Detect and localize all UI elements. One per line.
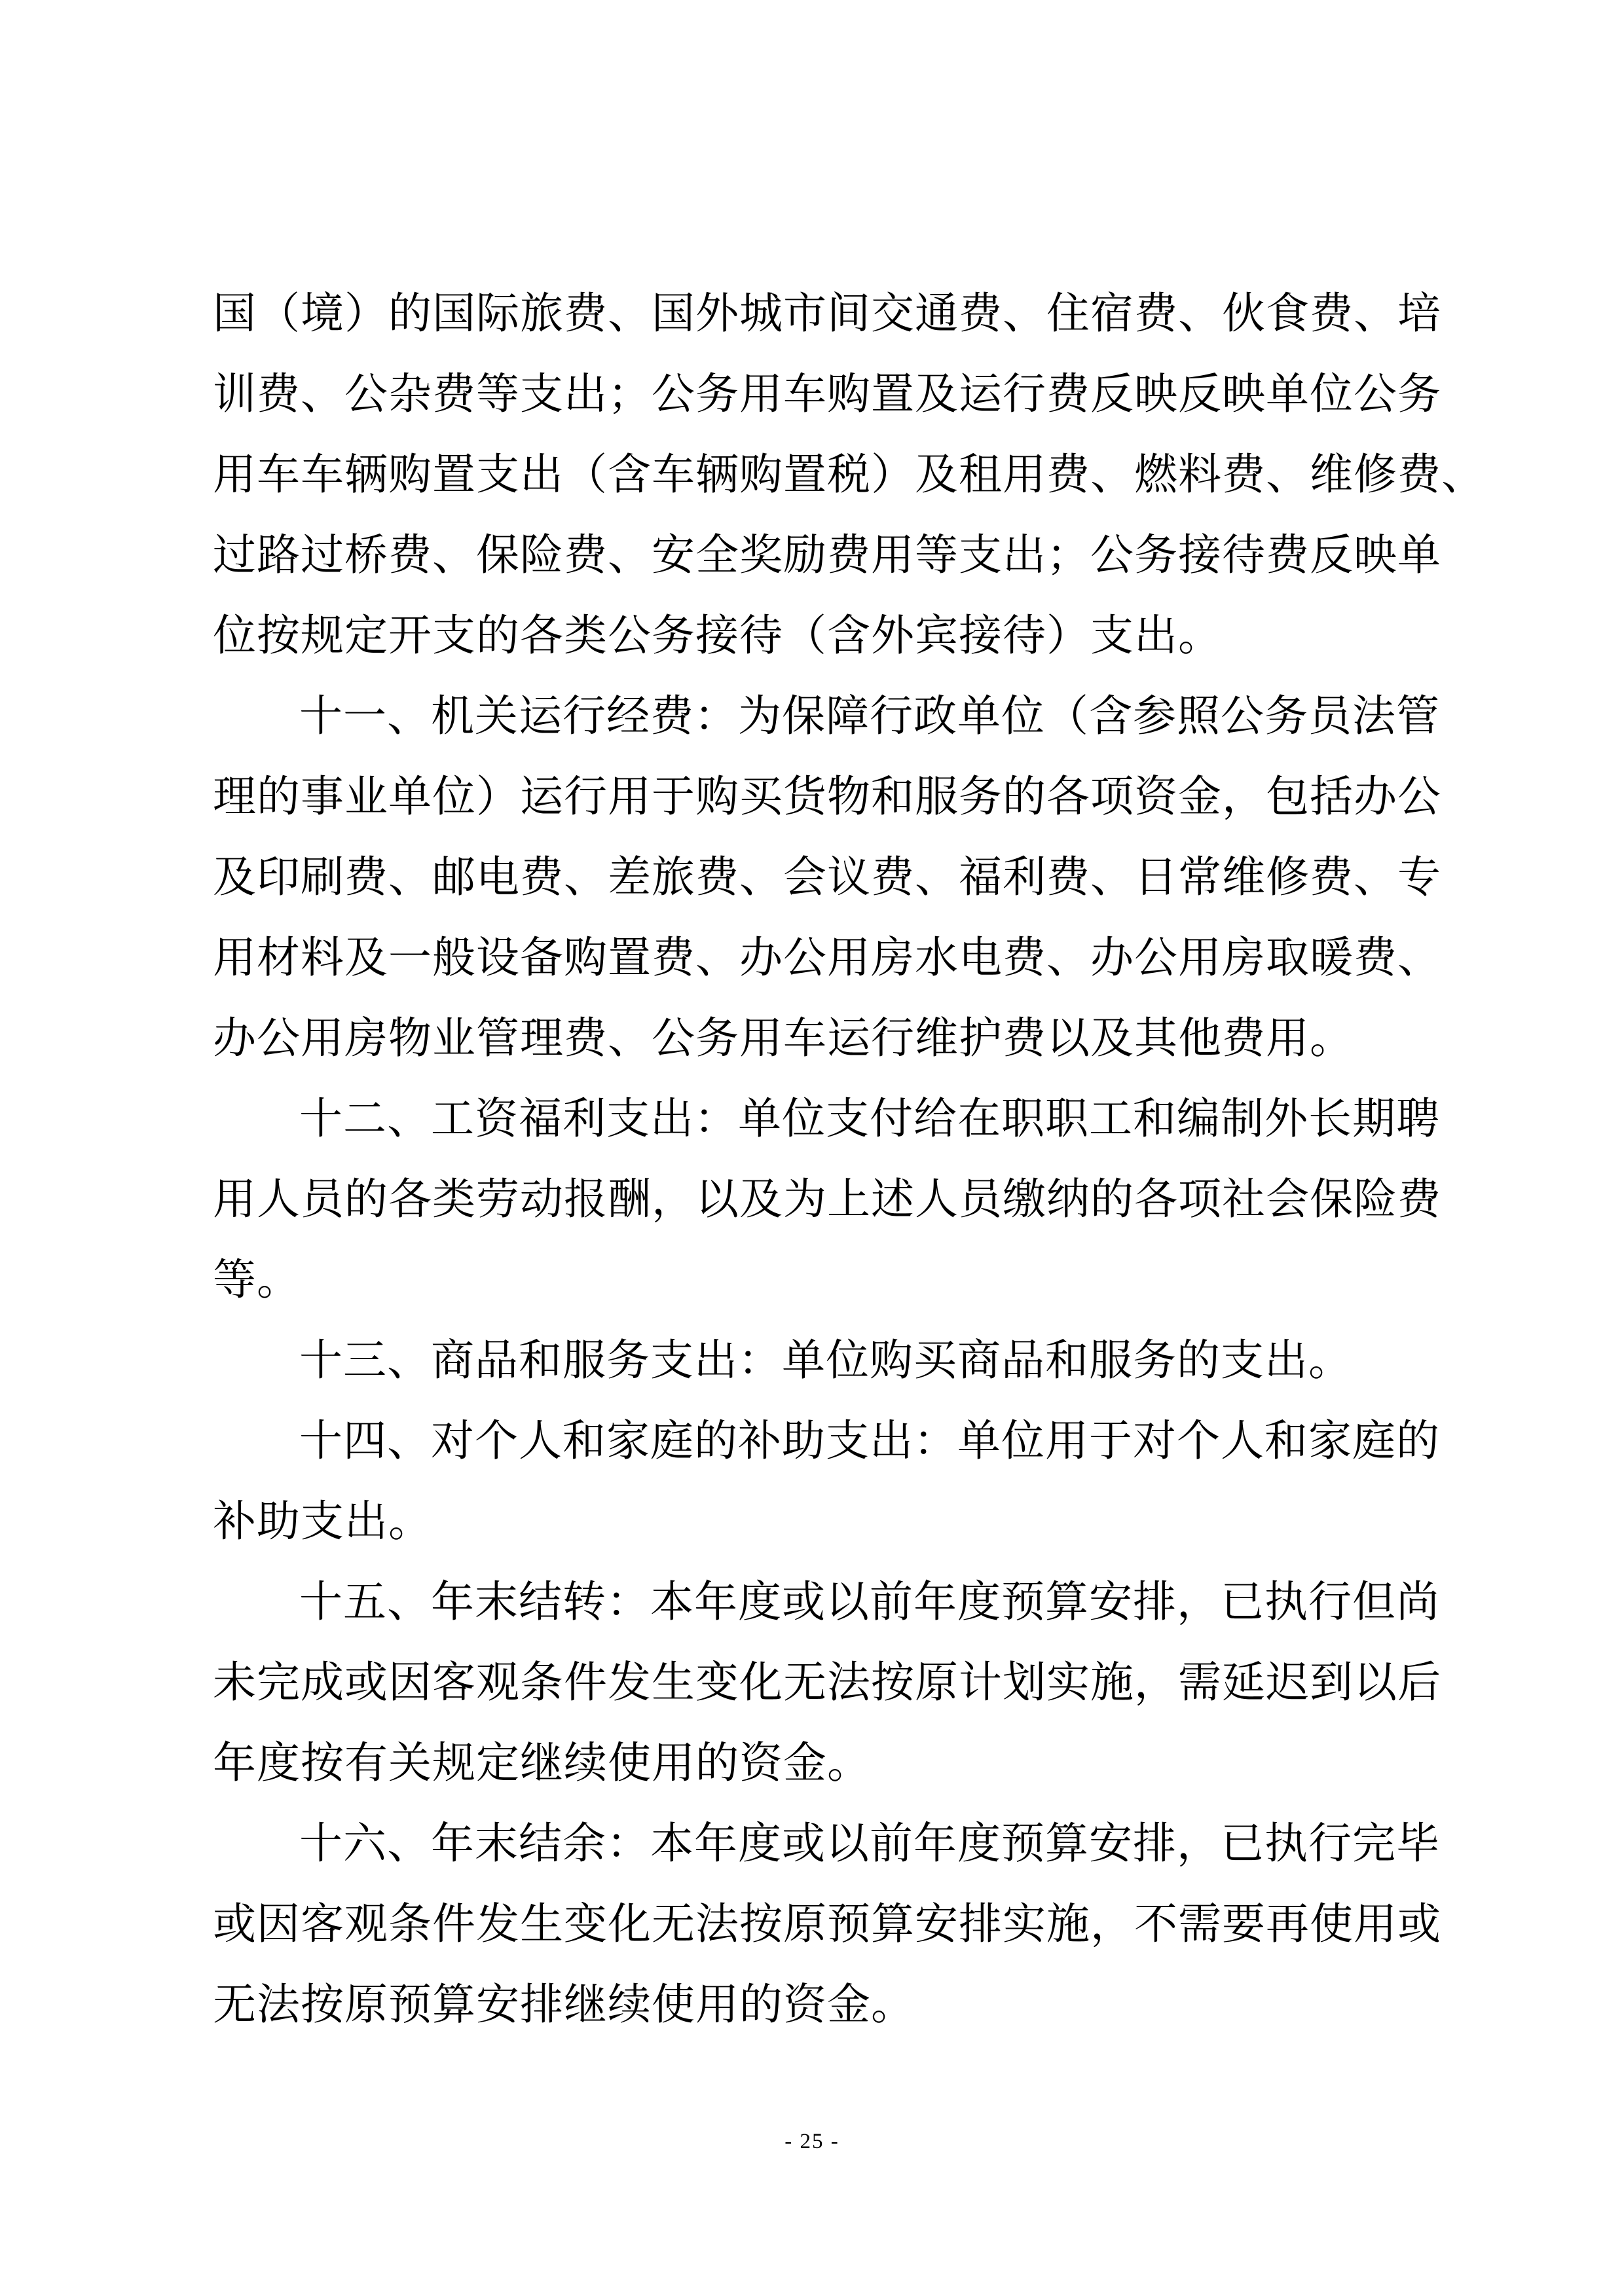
text-line: 十二、工资福利支出：单位支付给在职职工和编制外长期聘 bbox=[299, 1095, 1440, 1143]
text-line: 办公用房物业管理费、公务用车运行维护费以及其他费用。 bbox=[213, 1015, 1354, 1063]
text-line: 十三、商品和服务支出：单位购买商品和服务的支出。 bbox=[299, 1337, 1352, 1385]
text-line: 或因客观条件发生变化无法按原预算安排实施，不需要再使用或 bbox=[213, 1901, 1441, 1948]
paragraph-travel-vehicle-reception bbox=[213, 274, 1485, 676]
text-line: 理的事业单位）运行用于购买货物和服务的各项资金，包括办公 bbox=[213, 773, 1441, 821]
text-line: 用车车辆购置支出（含车辆购置税）及租用费、燃料费、维修费、 bbox=[213, 451, 1485, 499]
text-line: 位按规定开支的各类公务接待（含外宾接待）支出。 bbox=[213, 612, 1222, 660]
text-line: 十四、对个人和家庭的补助支出：单位用于对个人和家庭的 bbox=[299, 1417, 1440, 1465]
text-line: 用材料及一般设备购置费、办公用房水电费、办公用房取暖费、 bbox=[213, 934, 1441, 982]
text-line: 十一、机关运行经费：为保障行政单位（含参照公务员法管 bbox=[299, 693, 1440, 740]
text-line: 过路过桥费、保险费、安全奖励费用等支出；公务接待费反映单 bbox=[213, 532, 1441, 579]
document-text-block bbox=[213, 274, 1485, 2045]
paragraph-item-14-subsidy-expenditure bbox=[213, 1401, 1440, 1562]
text-line: 国（境）的国际旅费、国外城市间交通费、住宿费、伙食费、培 bbox=[213, 290, 1441, 338]
text-line: 训费、公杂费等支出；公务用车购置及运行费反映反映单位公务 bbox=[213, 371, 1441, 418]
paragraph-item-11-agency-operating-funds bbox=[213, 676, 1441, 1079]
text-line: 及印刷费、邮电费、差旅费、会议费、福利费、日常维修费、专 bbox=[213, 854, 1441, 902]
paragraph-item-16-year-end-surplus bbox=[213, 1804, 1441, 2045]
paragraph-item-15-year-end-carryover bbox=[213, 1562, 1441, 1804]
text-line: 用人员的各类劳动报酬，以及为上述人员缴纳的各项社会保险费 bbox=[213, 1176, 1441, 1224]
text-line: 等。 bbox=[213, 1256, 301, 1304]
text-line: 补助支出。 bbox=[213, 1498, 432, 1546]
paragraph-item-12-wage-welfare-expenditure bbox=[213, 1079, 1441, 1321]
text-line: 年度按有关规定继续使用的资金。 bbox=[213, 1740, 871, 1787]
text-line: 十六、年末结余：本年度或以前年度预算安排，已执行完毕 bbox=[299, 1820, 1440, 1868]
text-line: 无法按原预算安排继续使用的资金。 bbox=[213, 1981, 915, 2029]
page-number: - 25 - bbox=[784, 2130, 840, 2153]
text-line: 十五、年末结转：本年度或以前年度预算安排，已执行但尚 bbox=[299, 1578, 1440, 1626]
text-line: 未完成或因客观条件发生变化无法按原计划实施，需延迟到以后 bbox=[213, 1659, 1441, 1707]
paragraph-item-13-goods-services-expenditure bbox=[213, 1321, 1424, 1401]
